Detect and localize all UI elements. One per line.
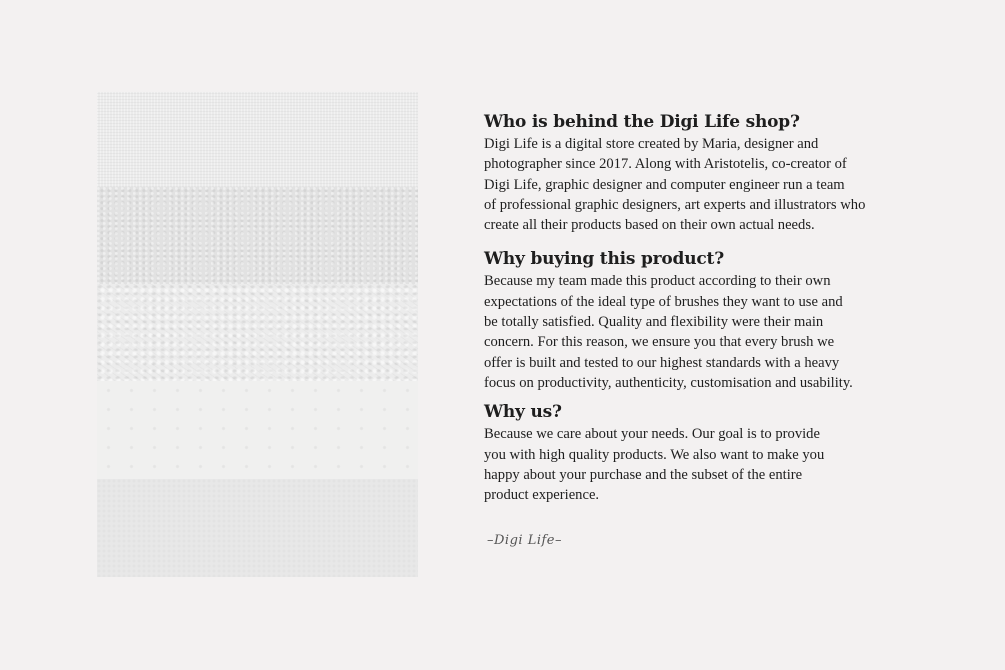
section-heading: Why buying this product? bbox=[484, 249, 724, 270]
canvas-texture-swatch bbox=[97, 92, 418, 187]
signature-logo: –Digi Life– bbox=[487, 533, 562, 548]
rough-paper-texture-swatch bbox=[97, 284, 418, 381]
about-text-column bbox=[484, 112, 924, 505]
speckled-paper-texture-swatch bbox=[97, 381, 418, 479]
paper-texture-swatches bbox=[97, 92, 418, 577]
section-body: Because my team made this product according to their own expectations of the ideal type of brushes they want to use and be totally satisfied. Quality and flexibility were their main concern. For this reason, we ensure you that every brush we offer is built and tested to our highest standards with a heavy focus on productivity, authenticity, customisation and usability. bbox=[484, 273, 853, 391]
section-who-is-behind bbox=[484, 112, 924, 235]
section-why-us bbox=[484, 402, 924, 505]
section-body: Digi Life is a digital store created by Maria, designer and photographer since 2017. Along with Aristotelis, co-creator of Digi Life, graphic designer and computer engineer run a team of professional graphic designers, art experts and illustrators who create all their products based on their own actual needs. bbox=[484, 136, 866, 234]
section-heading: Who is behind the Digi Life shop? bbox=[484, 112, 800, 132]
section-body: Because we care about your needs. Our goal is to provide you with high quality products. We also want to make you happy about your purchase and the subset of the entire product experience. bbox=[484, 426, 825, 504]
cold-press-paper-texture-swatch bbox=[97, 187, 418, 284]
section-why-buying bbox=[484, 249, 924, 393]
section-heading: Why us? bbox=[484, 402, 562, 423]
smooth-paper-texture-swatch bbox=[97, 479, 418, 577]
